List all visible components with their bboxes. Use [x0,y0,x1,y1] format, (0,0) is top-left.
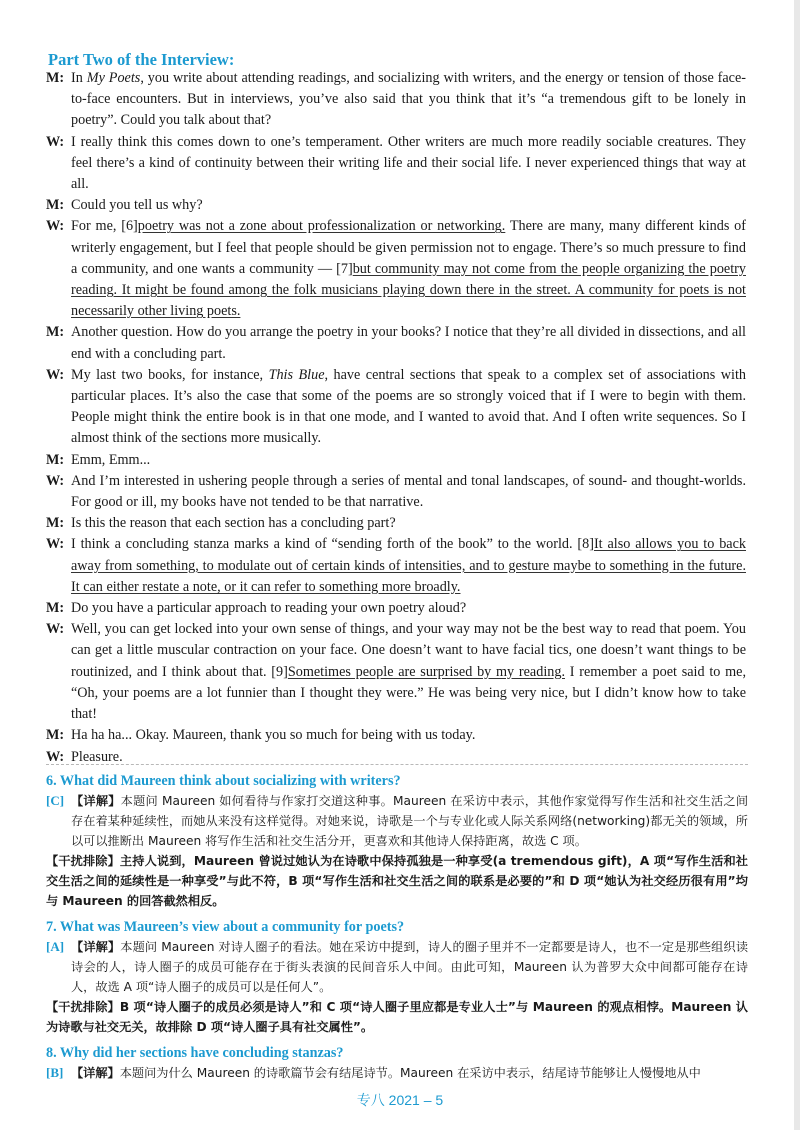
dialogue-turn [46,725,746,746]
answer-detail [71,791,748,851]
dialogue-turn [46,471,746,513]
question-block [46,918,748,1037]
turn-segment: And I’m interested in ushering people through a series of mental and tonal landscapes, of sound- and thought-worlds. For good or ill, my books have not tended to be that narrative. [71,472,746,511]
question-block [46,772,748,911]
speaker-label: W: [46,366,65,383]
speaker-label: W: [46,218,65,235]
dialogue-turn [46,365,746,450]
underlined-answer-text: poetry was not a zone about professionalization or networking. [137,218,506,235]
speaker-label: W: [46,748,65,765]
turn-segment: I remember a poet said to me, “Oh, your poems are a lot funnier than I thought they were.” He was being very nice, but I didn’t know how to take that! [71,663,747,723]
divider [46,764,748,765]
turn-segment: My Poets [86,70,141,86]
turn-segment: This Blue [268,366,325,383]
answer-row [46,1063,748,1083]
turn-text [71,619,746,725]
turn-segment: In [71,70,87,86]
speaker-label: W: [46,536,65,553]
turn-segment: Do you have a particular approach to reading your own poetry aloud? [71,600,467,617]
question-block [46,1044,748,1083]
speaker-label: M: [46,727,65,744]
dialogue-turn [46,534,746,598]
answer-row [46,937,748,997]
turn-text [71,322,746,364]
exclusion-text: 【干扰排除】主持人说到，Maureen 曾说过她认为在诗歌中保持孤独是一种享受(a tremendous gift)，A 项“写作生活和社交生活之间的延续性是一种享受”与此不符，B 项“写作生活和社交生活之间的联系是必要的”和 D 项“她认为社交经历很有用”均与 Maureen 的回答截然相反。 [46,854,748,908]
turn-text [71,132,746,196]
speaker-label: M: [46,70,65,86]
turn-text [71,471,746,513]
detail-text: 本题问 Maureen 对诗人圈子的看法。她在采访中提到，诗人的圈子里并不一定都要是诗人，也不一定是那些组织读诗会的人，诗人圈子的成员可能存在于街头表演的民间音乐人中间。由此可知，Maureen 认为普罗大众中间都可能存在诗人，故选 A 项“诗人圈子的成员可以是任何人”。 [71,940,749,994]
turn-text [71,725,746,746]
turn-text [71,365,746,450]
turn-segment: Well, you can get locked into your own sense of things, and your way may not be the best way to read that poem. You can get a little muscular contraction on your face. One doesn’t want to have facial tics, one doesn’t want things to be routinized, and I think about that. [9] [71,621,746,680]
question-text: 7. What was Maureen’s view about a community for poets? [46,919,405,935]
underlined-answer-text: It also allows you to back away from something, to modulate out of certain kinds of intensities, and to gesture maybe to something in the future. It can either restate a note, or it can refer to something more broadly. [71,536,746,595]
turn-text [71,513,746,534]
dialogue-turn [46,68,746,132]
turn-segment: Is this the reason that each section has a concluding part? [71,515,396,532]
dialogue-turn [46,513,746,534]
answer-letter: [A] [46,939,65,954]
page-footer: 专八 2021 – 5 [356,1092,444,1108]
turn-text [71,216,746,322]
answer-letter: [B] [46,1065,64,1080]
turn-segment: There are many, many different kinds of writerly engagement, but I feel that people should be given permission not to engage. There’s so much pressure to find a community, and one wants a community — [7] [71,218,746,277]
answer-letter: [C] [46,793,65,808]
detail-tag: 【详解】 [71,794,121,808]
dialogue-turn [46,450,746,471]
detail-text: 本题问为什么 Maureen 的诗歌篇节会有结尾诗节。Maureen 在采访中表示，结尾诗节能够让人慢慢地从中 [119,1066,701,1080]
turn-text [71,68,746,132]
turn-text [71,534,746,598]
underlined-answer-text: Sometimes people are surprised by my reading. [287,663,565,680]
answer-detail [71,1063,748,1083]
turn-segment: My last two books, for instance, [71,366,269,383]
turn-segment: Pleasure. [71,748,123,765]
turn-segment: , have central sections that speak to a complex set of associations with particular places. It’s also the case that some of the poems are so strongly voiced that if I were to begin with them. People might think the entire book is in that one mode, and I wanted to avoid that. And I often write sequences. So I almost think of the sections more musically. [71,366,746,447]
speaker-label: W: [46,133,65,150]
turn-segment: I really think this comes down to one’s temperament. Other writers are much more readily sociable creatures. They feel there’s a kind of continuity between their writing life and their social life. I never experienced things that way at all. [71,133,746,193]
speaker-label: M: [46,324,65,341]
question-text: 6. What did Maureen think about socializing with writers? [46,773,401,789]
interview-dialogue [46,68,746,768]
turn-segment: Ha ha ha... Okay. Maureen, thank you so much for being with us today. [71,727,476,744]
dialogue-turn [46,598,746,619]
turn-segment: , you write about attending readings, and socializing with writers, and the energy or tension of those face-to-face encounters. But in interviews, you’ve also said that you think that it’s “a tremendous gift to be lonely in poetry”. Could you talk about that? [71,70,746,129]
answer-row [46,791,748,851]
page-edge [794,0,800,1130]
turn-segment: Emm, Emm... [71,451,151,468]
turn-segment: I think a concluding stanza marks a kind of “sending forth of the book” to the world. [8] [71,536,594,553]
question-text: 8. Why did her sections have concluding stanzas? [46,1045,344,1061]
turn-segment: For me, [6] [71,218,138,235]
dialogue-turn [46,195,746,216]
dialogue-turn [46,619,746,725]
speaker-label: M: [46,600,65,617]
dialogue-turn [46,216,746,322]
section-heading: Part Two of the Interview: [48,50,235,69]
turn-text [71,195,746,216]
underlined-answer-text: but community may not come from the people organizing the poetry reading. It might be found among the folk musicians playing down there in the street. A community for poets is not necessarily other living poets. [71,260,746,320]
exclusion-text: 【干扰排除】B 项“诗人圈子的成员必须是诗人”和 C 项“诗人圈子里应都是专业人士”与 Maureen 的观点相悖。Maureen 认为诗歌与社交无关，故排除 D 项“诗人圈子具有社交属性”。 [46,1000,748,1034]
speaker-label: M: [46,451,65,468]
detail-text: 本题问 Maureen 如何看待与作家打交道这种事。Maureen 在采访中表示，其他作家觉得写作生活和社交生活之间存在着某种延续性，而她从来没有这样觉得。对她来说，诗歌是一个与专业化或人际关系网络(networking)都无关的领域，所以可以推断出 Maureen 将写作生活和社交生活分开，更喜欢和其他诗人保持距离，故选 C 项。 [71,794,748,848]
speaker-label: W: [46,472,65,489]
speaker-label: M: [46,515,65,532]
turn-text [71,598,746,619]
turn-text [71,450,746,471]
detail-tag: 【详解】 [71,1066,120,1080]
answer-detail [71,937,748,997]
turn-segment: Another question. How do you arrange the poetry in your books? I notice that they’re all divided in dissections, and all end with a concluding part. [71,324,746,362]
dialogue-turn [46,132,746,196]
dialogue-turn [46,322,746,364]
speaker-label: M: [46,197,65,214]
speaker-label: W: [46,621,65,638]
turn-segment: Could you tell us why? [71,197,203,214]
detail-tag: 【详解】 [71,940,121,954]
